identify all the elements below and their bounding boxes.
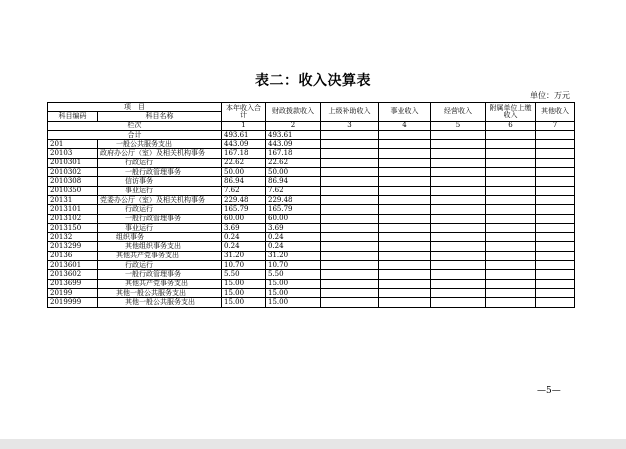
index-num: 1 (222, 121, 266, 130)
empty-cell (536, 223, 575, 232)
total-income: 31.20 (222, 251, 266, 260)
subject-code: 2013601 (48, 261, 98, 270)
bottom-strip (0, 439, 626, 449)
empty-cell (379, 298, 431, 307)
empty-cell (536, 214, 575, 223)
empty-cell (486, 242, 536, 251)
empty-cell (536, 205, 575, 214)
empty-cell (486, 195, 536, 204)
subject-name: 一般行政管理事务 (98, 214, 222, 223)
subject-name: 一般行政管理事务 (98, 168, 222, 177)
subject-code: 2010350 (48, 186, 98, 195)
total-income: 22.62 (222, 158, 266, 167)
fiscal-income: 15.00 (266, 298, 321, 307)
empty-cell (486, 177, 536, 186)
table-row (48, 168, 575, 177)
name-col-header: 科目名称 (98, 112, 222, 121)
empty-cell (431, 158, 486, 167)
subject-code: 20199 (48, 288, 98, 297)
empty-cell (486, 186, 536, 195)
empty-cell (486, 270, 536, 279)
superior-col-header: 上级补助收入 (321, 103, 379, 122)
subject-name: 事业运行 (98, 186, 222, 195)
table-row (48, 140, 575, 149)
subject-code: 20132 (48, 233, 98, 242)
empty-cell (536, 251, 575, 260)
fiscal-income: 31.20 (266, 251, 321, 260)
subject-name: 其他共产党事务支出 (98, 251, 222, 260)
empty-cell (536, 279, 575, 288)
index-num: 7 (536, 121, 575, 130)
empty-cell (486, 205, 536, 214)
empty-cell (379, 242, 431, 251)
empty-cell (321, 279, 379, 288)
empty-cell (379, 233, 431, 242)
table-row (48, 279, 575, 288)
item-group-header: 项 目 (48, 103, 222, 112)
empty-cell (379, 223, 431, 232)
total-income: 15.00 (222, 298, 266, 307)
total-col-header: 本年收入合计 (222, 103, 266, 122)
index-num: 4 (379, 121, 431, 130)
subject-name: 党委办公厅（室）及相关机构事务 (98, 195, 222, 204)
subject-code: 20136 (48, 251, 98, 260)
total-income: 0.24 (222, 242, 266, 251)
table-row (48, 186, 575, 195)
empty-cell (321, 298, 379, 307)
total-income: 60.00 (222, 214, 266, 223)
total-income: 50.00 (222, 168, 266, 177)
empty-cell (321, 186, 379, 195)
empty-cell (536, 233, 575, 242)
subject-name: 事业运行 (98, 223, 222, 232)
fiscal-income: 15.00 (266, 288, 321, 297)
fiscal-income: 229.48 (266, 195, 321, 204)
subject-code: 2010301 (48, 158, 98, 167)
total-income: 165.79 (222, 205, 266, 214)
total-income: 10.70 (222, 261, 266, 270)
empty-cell (431, 205, 486, 214)
empty-cell (536, 242, 575, 251)
empty-cell (321, 261, 379, 270)
subject-name: 政府办公厅（室）及相关机构事务 (98, 149, 222, 158)
empty-cell (536, 177, 575, 186)
empty-cell (431, 195, 486, 204)
income-table (47, 102, 575, 308)
table-row (48, 288, 575, 297)
fiscal-income: 86.94 (266, 177, 321, 186)
empty-cell (321, 158, 379, 167)
empty-cell (379, 288, 431, 297)
empty-cell (431, 298, 486, 307)
empty-cell (321, 205, 379, 214)
empty-cell (321, 168, 379, 177)
table-row (48, 223, 575, 232)
subject-name: 其他一般公共服务支出 (98, 288, 222, 297)
index-num: 6 (486, 121, 536, 130)
empty-cell (431, 242, 486, 251)
empty-cell (321, 149, 379, 158)
subject-code: 2010302 (48, 168, 98, 177)
table-row (48, 205, 575, 214)
subject-code: 2013299 (48, 242, 98, 251)
empty-cell (536, 288, 575, 297)
business-col-header: 事业收入 (379, 103, 431, 122)
total-income: 229.48 (222, 195, 266, 204)
empty-cell (379, 168, 431, 177)
empty-cell (321, 251, 379, 260)
index-num: 2 (266, 121, 321, 130)
index-num: 3 (321, 121, 379, 130)
empty-cell (321, 214, 379, 223)
empty-cell (486, 233, 536, 242)
fiscal-income: 167.18 (266, 149, 321, 158)
fiscal-income: 165.79 (266, 205, 321, 214)
other-col-header: 其他收入 (536, 103, 575, 122)
subject-code: 2019999 (48, 298, 98, 307)
empty-cell (486, 140, 536, 149)
index-num: 5 (431, 121, 486, 130)
total-income: 7.62 (222, 186, 266, 195)
total-income: 443.09 (222, 140, 266, 149)
total-value: 493.61 (222, 130, 266, 139)
empty-cell (431, 140, 486, 149)
empty-cell (486, 279, 536, 288)
empty-cell (379, 140, 431, 149)
empty-cell (536, 149, 575, 158)
total-income: 0.24 (222, 233, 266, 242)
page-title: 表二：收入决算表 (255, 73, 371, 89)
empty-cell (379, 251, 431, 260)
table-row (48, 195, 575, 204)
empty-cell (379, 186, 431, 195)
index-row (48, 121, 575, 130)
empty-cell (321, 233, 379, 242)
total-income: 167.18 (222, 149, 266, 158)
empty-cell (379, 195, 431, 204)
operating-col-header: 经营收入 (431, 103, 486, 122)
fiscal-income: 0.24 (266, 233, 321, 242)
empty-cell (431, 149, 486, 158)
empty-cell (379, 149, 431, 158)
empty-cell (431, 186, 486, 195)
empty-cell (486, 214, 536, 223)
empty-cell (379, 270, 431, 279)
empty-cell (486, 168, 536, 177)
table-row (48, 158, 575, 167)
empty-cell (431, 279, 486, 288)
table-row (48, 298, 575, 307)
empty-cell (379, 158, 431, 167)
empty-cell (486, 149, 536, 158)
total-label: 合计 (48, 130, 222, 139)
total-income: 5.50 (222, 270, 266, 279)
empty-cell (431, 261, 486, 270)
empty-cell (321, 177, 379, 186)
table-row (48, 233, 575, 242)
total-income: 3.69 (222, 223, 266, 232)
fiscal-income: 3.69 (266, 223, 321, 232)
empty-cell (486, 223, 536, 232)
empty-cell (321, 140, 379, 149)
table-row (48, 251, 575, 260)
subject-name: 组织事务 (98, 233, 222, 242)
empty-cell (379, 177, 431, 186)
fiscal-income: 50.00 (266, 168, 321, 177)
fiscal-income: 22.62 (266, 158, 321, 167)
empty-cell (536, 140, 575, 149)
table-row (48, 261, 575, 270)
empty-cell (431, 251, 486, 260)
subject-code: 2013699 (48, 279, 98, 288)
empty-cell (431, 223, 486, 232)
subject-code: 201 (48, 140, 98, 149)
unit-label: 单位：万元 (530, 91, 570, 100)
total-income: 86.94 (222, 177, 266, 186)
empty-cell (431, 233, 486, 242)
subject-name: 其他组织事务支出 (98, 242, 222, 251)
subject-code: 20103 (48, 149, 98, 158)
subject-name: 一般公共服务支出 (98, 140, 222, 149)
empty-cell (431, 270, 486, 279)
empty-cell (536, 270, 575, 279)
header-row-1 (48, 103, 575, 112)
subject-code: 2010308 (48, 177, 98, 186)
empty-cell (486, 261, 536, 270)
empty-cell (379, 205, 431, 214)
empty-cell (486, 298, 536, 307)
empty-cell (321, 242, 379, 251)
total-fiscal-value: 493.61 (266, 130, 321, 139)
table-row (48, 149, 575, 158)
total-row (48, 130, 575, 139)
empty-cell (486, 288, 536, 297)
subject-name: 行政运行 (98, 158, 222, 167)
fiscal-col-header: 财政拨款收入 (266, 103, 321, 122)
empty-cell (321, 195, 379, 204)
total-income: 15.00 (222, 288, 266, 297)
table-row (48, 177, 575, 186)
index-label: 栏次 (48, 121, 222, 130)
empty-cell (536, 261, 575, 270)
empty-cell (321, 270, 379, 279)
empty-cell (379, 279, 431, 288)
empty-cell (431, 214, 486, 223)
subject-code: 2013602 (48, 270, 98, 279)
table-row (48, 270, 575, 279)
fiscal-income: 443.09 (266, 140, 321, 149)
empty-cell (431, 177, 486, 186)
page-number: —5— (537, 386, 561, 396)
subject-name: 行政运行 (98, 205, 222, 214)
fiscal-income: 7.62 (266, 186, 321, 195)
subject-code: 2013150 (48, 223, 98, 232)
empty-cell (536, 298, 575, 307)
fiscal-income: 0.24 (266, 242, 321, 251)
subject-code: 20131 (48, 195, 98, 204)
code-col-header: 科目编码 (48, 112, 98, 121)
empty-cell (536, 168, 575, 177)
fiscal-income: 60.00 (266, 214, 321, 223)
subject-code: 2013102 (48, 214, 98, 223)
table-row (48, 242, 575, 251)
empty-cell (321, 223, 379, 232)
affiliated-col-header: 附属单位上缴收入 (486, 103, 536, 122)
total-income: 15.00 (222, 279, 266, 288)
empty-cell (431, 168, 486, 177)
empty-cell (536, 195, 575, 204)
table-row (48, 214, 575, 223)
empty-cell (431, 288, 486, 297)
subject-name: 信访事务 (98, 177, 222, 186)
empty-cell (536, 186, 575, 195)
empty-cell (486, 251, 536, 260)
empty-cell (486, 158, 536, 167)
fiscal-income: 15.00 (266, 279, 321, 288)
subject-name: 行政运行 (98, 261, 222, 270)
fiscal-income: 10.70 (266, 261, 321, 270)
subject-code: 2013101 (48, 205, 98, 214)
subject-name: 其他一般公共服务支出 (98, 298, 222, 307)
empty-cell (379, 261, 431, 270)
fiscal-income: 5.50 (266, 270, 321, 279)
empty-cell (321, 288, 379, 297)
empty-cell (379, 214, 431, 223)
subject-name: 其他共产党事务支出 (98, 279, 222, 288)
subject-name: 一般行政管理事务 (98, 270, 222, 279)
empty-cell (536, 158, 575, 167)
